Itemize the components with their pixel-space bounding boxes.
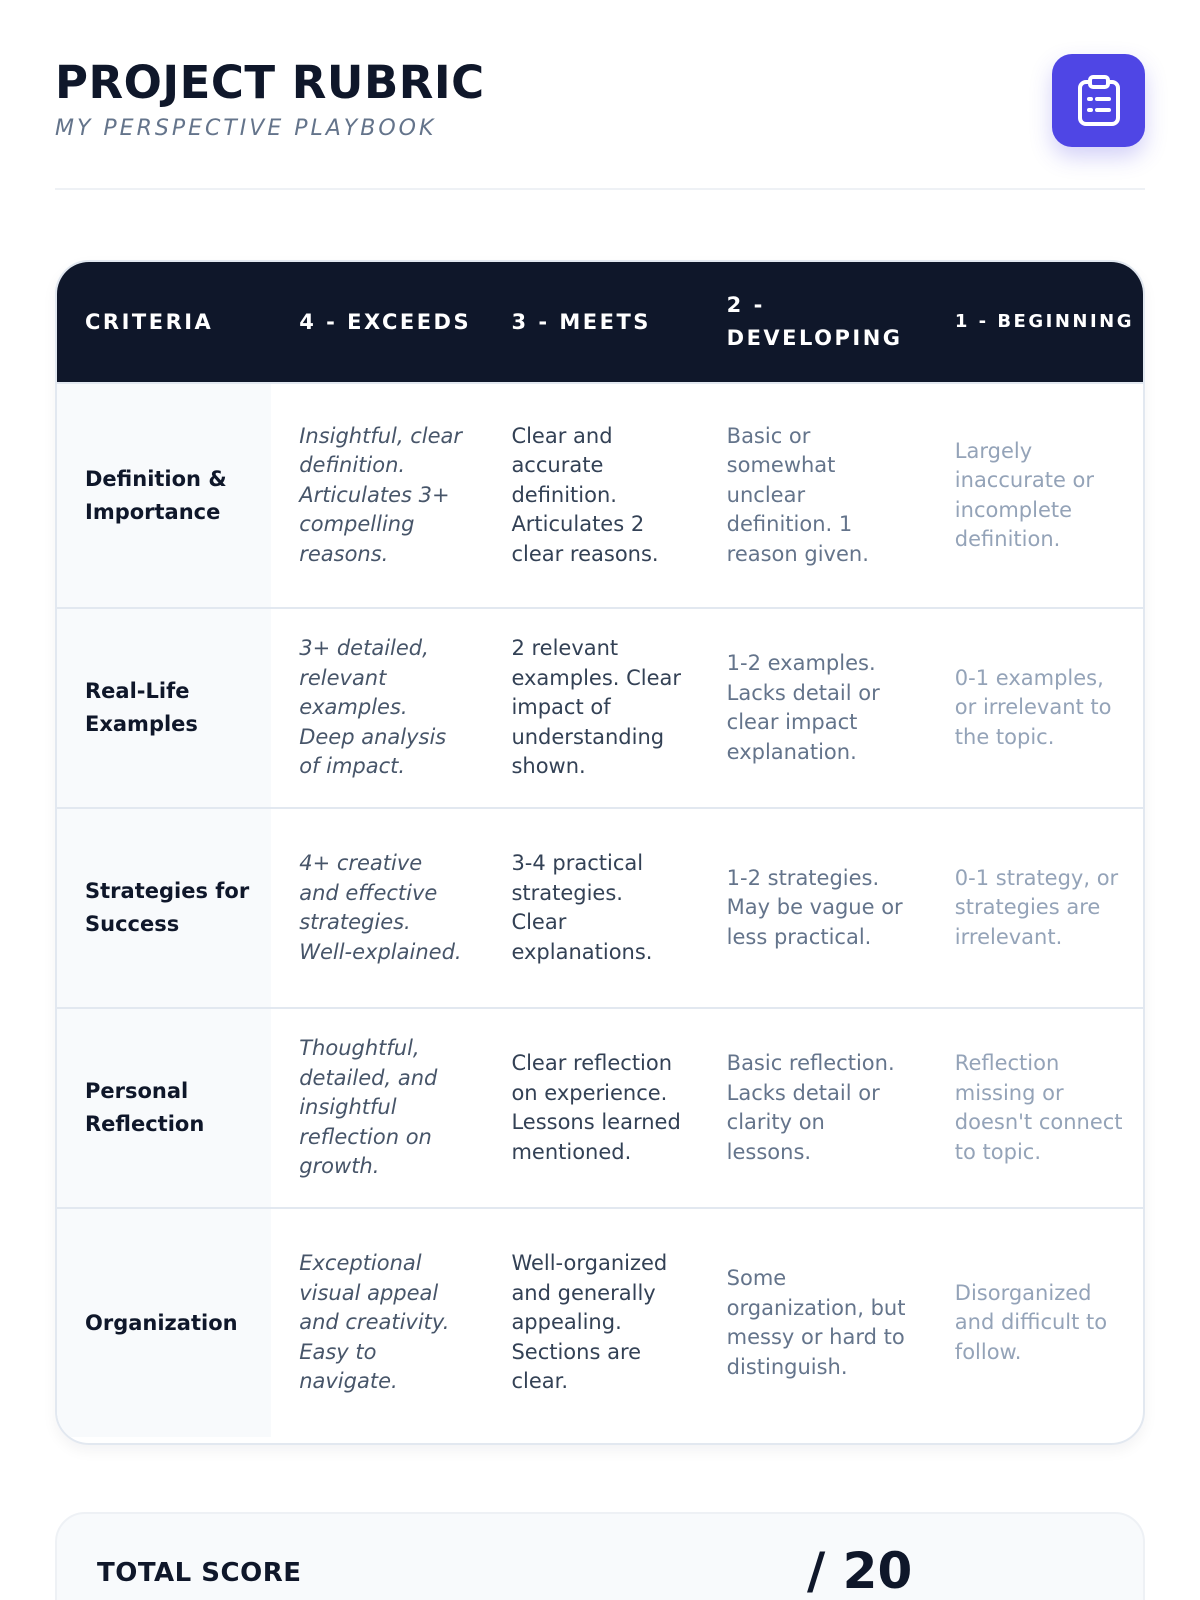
table-row <box>57 807 1143 1007</box>
meets-cell: Well-organized and generally appealing. Sections are clear. <box>511 1251 668 1394</box>
developing-cell: Basic reflection. Lacks detail or clarity on lessons. <box>726 1051 895 1164</box>
exceeds-cell: Insightful, clear definition. Articulates 3+ compelling reasons. <box>299 423 463 566</box>
exceeds-cell: Exceptional visual appeal and creativity. Easy to navigate. <box>299 1251 450 1394</box>
beginning-cell: Largely inaccurate or incomplete definition. <box>954 438 1095 551</box>
criteria-cell: Definition & Importance <box>57 384 271 607</box>
developing-cell: Some organization, but messy or hard to distinguish. <box>726 1266 906 1379</box>
page-header <box>55 0 1145 190</box>
page-subtitle: MY PERSPECTIVE PLAYBOOK <box>55 116 437 141</box>
header-criteria: CRITERIA <box>85 309 214 334</box>
header-beginning: 1 - BEGINNING <box>954 311 1134 332</box>
developing-cell: 1-2 strategies. May be vague or less practical. <box>726 865 903 949</box>
table-row <box>57 1207 1143 1437</box>
clipboard-badge <box>1052 54 1145 147</box>
meets-cell: 2 relevant examples. Clear impact of understanding shown. <box>511 636 682 779</box>
beginning-cell: 0-1 strategy, or strategies are irrelevant. <box>954 865 1119 949</box>
criteria-cell: Personal Reflection <box>57 1009 271 1207</box>
rubric-header-row <box>57 262 1143 382</box>
total-score-value: / 20 <box>807 1542 913 1600</box>
rubric-table <box>55 260 1145 1445</box>
beginning-cell: Reflection missing or doesn't connect to topic. <box>954 1051 1123 1164</box>
total-score-card <box>55 1512 1145 1600</box>
exceeds-cell: 4+ creative and effective strategies. Well-explained. <box>299 851 462 964</box>
meets-cell: 3-4 practical strategies. Clear explanations. <box>511 851 653 964</box>
meets-cell: Clear reflection on experience. Lessons learned mentioned. <box>511 1051 681 1164</box>
clipboard-list-icon <box>1076 75 1122 127</box>
criteria-cell: Strategies for Success <box>57 809 271 1007</box>
table-row <box>57 382 1143 607</box>
meets-cell: Clear and accurate definition. Articulates 2 clear reasons. <box>511 423 659 566</box>
developing-cell: Basic or somewhat unclear definition. 1 reason given. <box>726 423 869 566</box>
exceeds-cell: Thoughtful, detailed, and insightful reflection on growth. <box>299 1036 438 1179</box>
table-row <box>57 1007 1143 1207</box>
header-exceeds: 4 - EXCEEDS <box>299 309 472 334</box>
page-title: PROJECT RUBRIC <box>55 56 485 109</box>
total-score-label: TOTAL SCORE <box>97 1558 302 1588</box>
criteria-cell: Organization <box>57 1209 271 1437</box>
developing-cell: 1-2 examples. Lacks detail or clear impact explanation. <box>726 651 880 764</box>
header-meets: 3 - MEETS <box>511 309 651 334</box>
beginning-cell: Disorganized and difficult to follow. <box>954 1280 1108 1364</box>
table-row <box>57 607 1143 807</box>
exceeds-cell: 3+ detailed, relevant examples. Deep analysis of impact. <box>299 636 447 779</box>
header-developing: 2 - DEVELOPING <box>726 293 903 350</box>
criteria-cell: Real-Life Examples <box>57 609 271 807</box>
beginning-cell: 0-1 examples, or irrelevant to the topic. <box>954 665 1112 749</box>
